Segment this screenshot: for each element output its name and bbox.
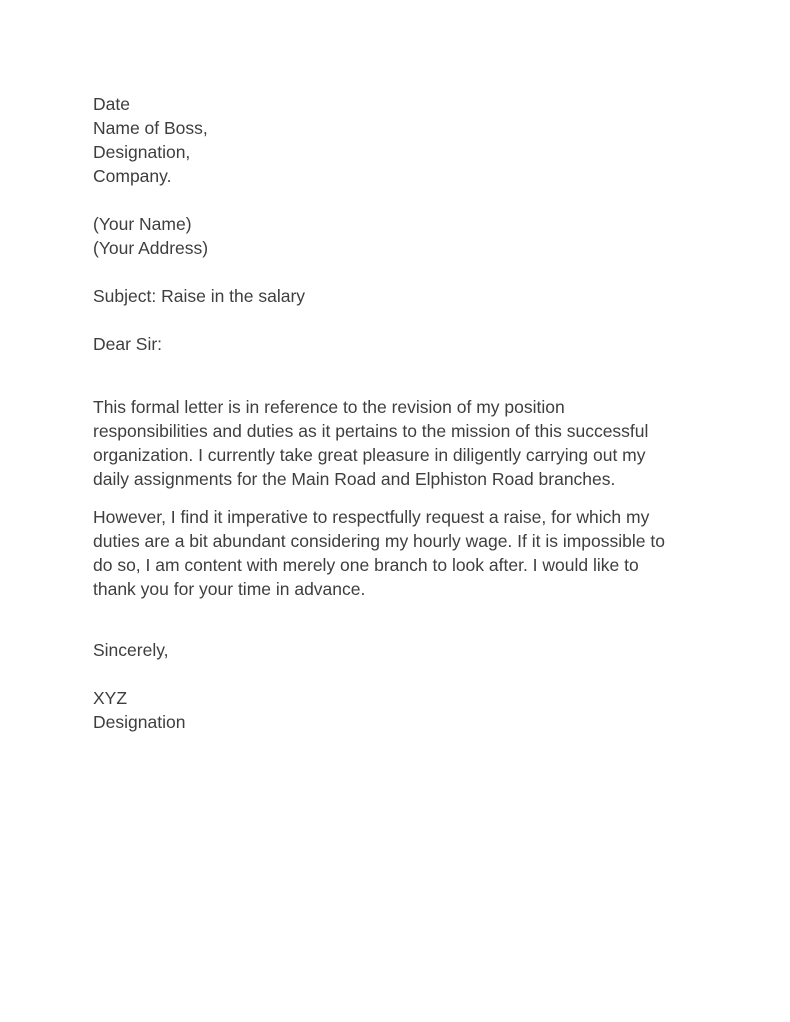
sender-block — [93, 212, 750, 260]
salutation-block — [93, 332, 750, 356]
signature-designation: Designation — [93, 712, 186, 732]
paragraph-line: responsibilities and duties as it pertains to the mission of this successful — [93, 421, 649, 441]
recipient-date-line: Date — [93, 94, 130, 114]
recipient-company-line: Company. — [93, 166, 172, 186]
closing-block — [93, 638, 750, 662]
body-paragraph-1 — [93, 395, 750, 491]
paragraph-line: This formal letter is in reference to the revision of my position — [93, 397, 565, 417]
salutation: Dear Sir: — [93, 334, 163, 354]
recipient-name-line: Name of Boss, — [93, 118, 208, 138]
signature-block — [93, 686, 750, 734]
paragraph-line: do so, I am content with merely one branch to look after. I would like to — [93, 555, 639, 575]
closing: Sincerely, — [93, 640, 169, 660]
sender-address-line: (Your Address) — [93, 238, 209, 258]
subject-block — [93, 284, 750, 308]
paragraph-line: thank you for your time in advance. — [93, 579, 366, 599]
subject-line: Subject: Raise in the salary — [93, 286, 306, 306]
paragraph-line: duties are a bit abundant considering my hourly wage. If it is impossible to — [93, 531, 665, 551]
signature-name: XYZ — [93, 688, 128, 708]
recipient-designation-line: Designation, — [93, 142, 191, 162]
body-paragraph-2 — [93, 505, 750, 601]
sender-name-line: (Your Name) — [93, 214, 192, 234]
paragraph-line: However, I find it imperative to respectfully request a raise, for which my — [93, 507, 650, 527]
recipient-block — [93, 92, 750, 188]
paragraph-line: daily assignments for the Main Road and Elphiston Road branches. — [93, 469, 616, 489]
paragraph-line: organization. I currently take great pleasure in diligently carrying out my — [93, 445, 646, 465]
